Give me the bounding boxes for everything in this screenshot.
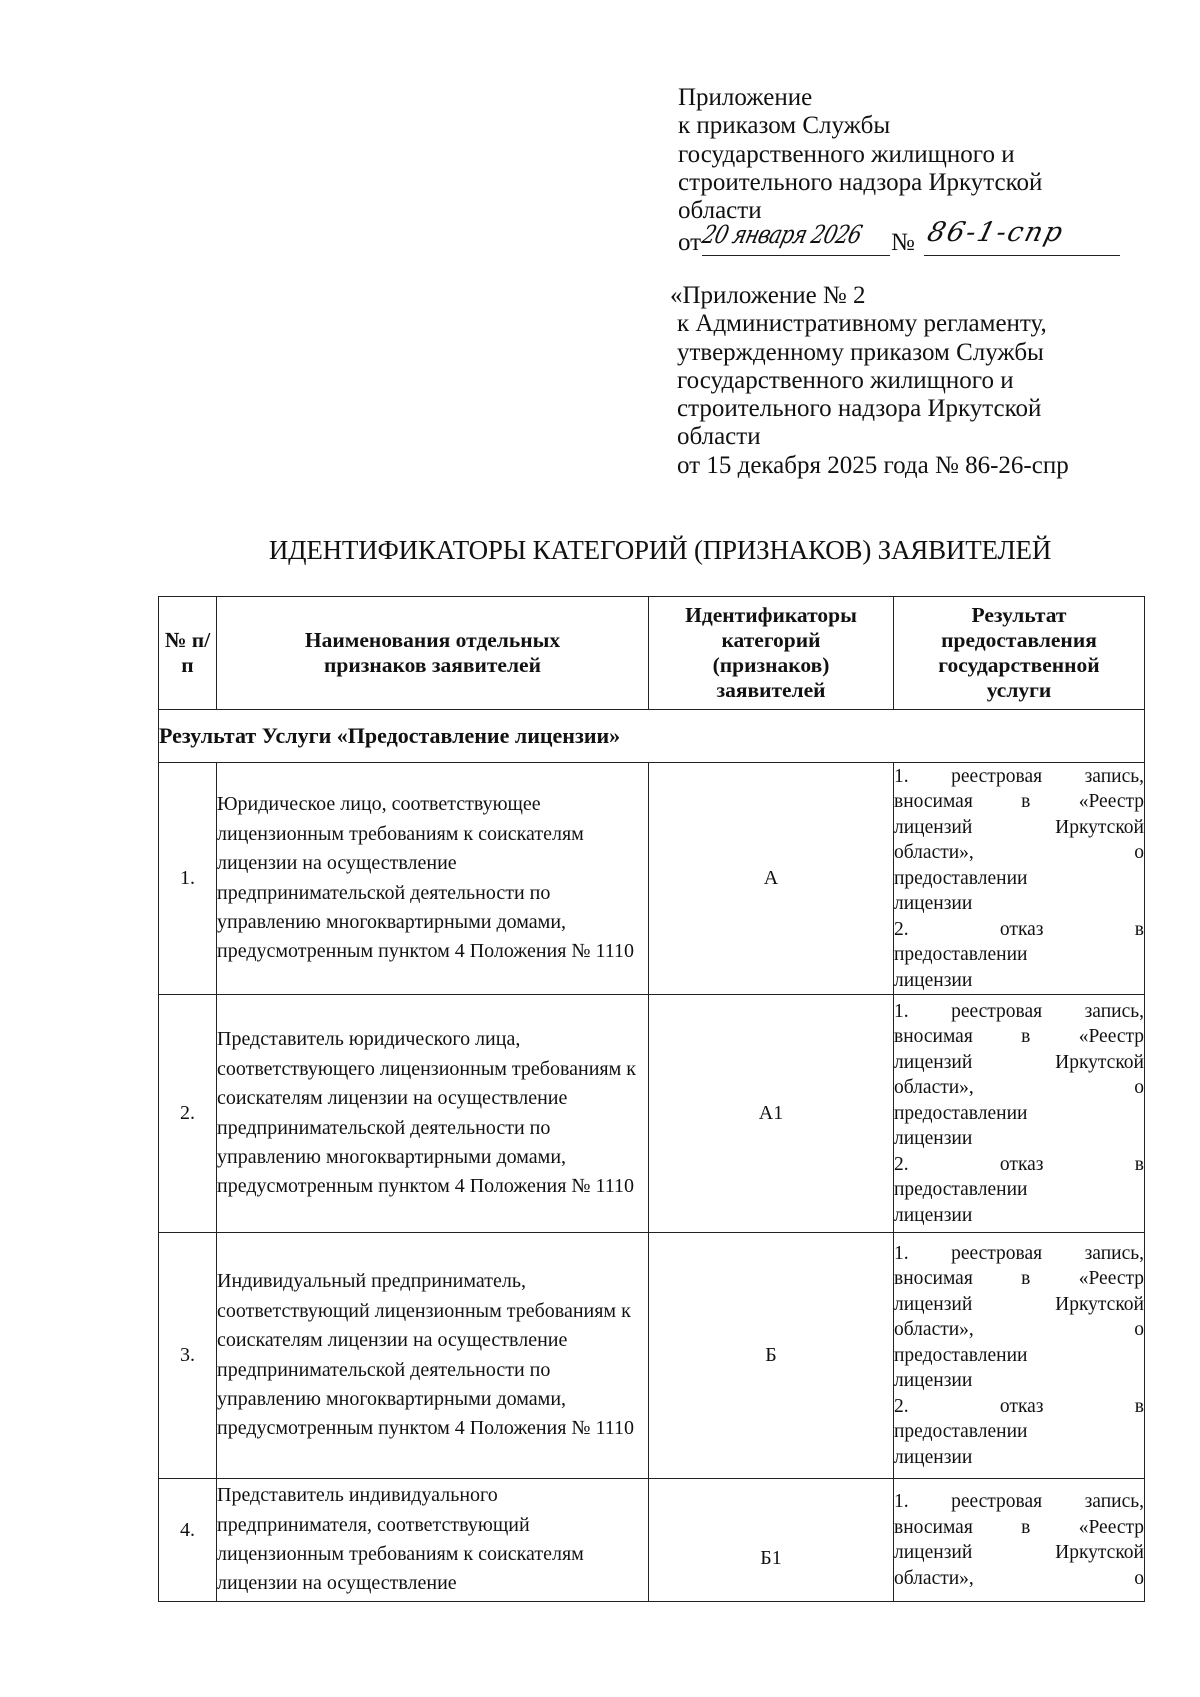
- appendix2-line-5: строительного надзора Иркутской: [677, 395, 1042, 423]
- result-line: 1. реестровая запись,: [894, 765, 1144, 787]
- appendix-line-3: государственного жилищного и: [678, 140, 1015, 168]
- result-line: 2. отказ в: [894, 1153, 1144, 1175]
- handwritten-date: 20 января 2026: [699, 220, 865, 250]
- result-line: лицензий Иркутской: [894, 1293, 1144, 1315]
- result-line: 1. реестровая запись,: [894, 1242, 1144, 1264]
- result-line: области», о: [894, 1319, 1144, 1341]
- categories-table: [158, 596, 1145, 1602]
- result-line: 1. реестровая запись,: [894, 1000, 1144, 1022]
- result-line: 2. отказ в: [894, 1395, 1144, 1417]
- result-line: лицензии: [894, 893, 973, 915]
- result-line: лицензии: [894, 1128, 973, 1150]
- number-sign: №: [891, 229, 915, 257]
- header-result: Результат предоставления государственной услуги: [894, 597, 1145, 710]
- row-name: Представитель индивидуального предпринимателя, соответствующий лицензионным требованиям к соискателям лицензии на осуществление: [217, 1479, 649, 1602]
- handwritten-number: 86-1-спр: [924, 217, 1068, 249]
- table-row: [159, 1479, 1145, 1602]
- result-line: предоставлении: [894, 944, 1028, 966]
- result-line: предоставлении: [894, 1102, 1028, 1124]
- table-row: [159, 1233, 1145, 1479]
- result-line: области», о: [894, 842, 1144, 864]
- row-ident: А: [649, 763, 894, 995]
- appendix2-line-3: утвержденному приказом Службы: [677, 338, 1044, 366]
- result-line: предоставлении: [894, 1344, 1028, 1366]
- result-line: предоставлении: [894, 867, 1028, 889]
- appendix2-header: [670, 282, 1150, 480]
- row-num: 4.: [159, 1479, 217, 1602]
- row-result: [894, 763, 1145, 995]
- result-line: лицензии: [894, 1370, 973, 1392]
- document-title: ИДЕНТИФИКАТОРЫ КАТЕГОРИЙ (ПРИЗНАКОВ) ЗАЯВИТЕЛЕЙ: [268, 535, 1052, 565]
- appendix-line-5: области: [678, 197, 762, 225]
- appendix-line-2: к приказом Службы: [678, 112, 891, 140]
- table-row: [159, 995, 1145, 1233]
- result-line: области», о: [894, 1077, 1144, 1099]
- result-line: области», о: [894, 1567, 1144, 1589]
- result-line: лицензии: [894, 1446, 973, 1468]
- result-line: лицензии: [894, 969, 973, 991]
- appendix2-line-6: области: [677, 423, 761, 451]
- result-line: лицензий Иркутской: [894, 816, 1144, 838]
- row-num: 2.: [159, 995, 217, 1233]
- order-date-number-line: [678, 217, 1148, 263]
- row-num: 1.: [159, 763, 217, 995]
- row-num: 3.: [159, 1233, 217, 1479]
- result-line: лицензий Иркутской: [894, 1051, 1144, 1073]
- result-line: вносимая в «Реестр: [894, 1268, 1144, 1290]
- result-line: 2. отказ в: [894, 918, 1144, 940]
- result-line: предоставлении: [894, 1421, 1028, 1443]
- row-result: [894, 995, 1145, 1233]
- appendix2-line-7: от 15 декабря 2025 года № 86-26-спр: [677, 451, 1069, 479]
- appendix2-line-1: «Приложение № 2: [670, 282, 866, 309]
- appendix2-line-4: государственного жилищного и: [677, 366, 1014, 394]
- row-ident: Б1: [649, 1479, 894, 1602]
- section-title: Результат Услуги «Предоставление лицензии»: [159, 710, 1145, 763]
- row-name: Индивидуальный предприниматель, соответствующий лицензионным требованиям к соискателям лицензии на осуществление предпринимательской деятельности по управлению многоквартирными домами, предусмотренным пунктом 4 Положения № 1110: [217, 1233, 649, 1479]
- result-line: лицензии: [894, 1204, 973, 1226]
- row-result: [894, 1233, 1145, 1479]
- result-line: 1. реестровая запись,: [894, 1491, 1144, 1512]
- result-line: вносимая в «Реестр: [894, 1516, 1144, 1538]
- table-row: [159, 763, 1145, 995]
- result-line: вносимая в «Реестр: [894, 1026, 1144, 1048]
- appendix-header: [678, 84, 1148, 263]
- header-name: Наименования отдельных признаков заявителей: [217, 597, 649, 710]
- result-line: предоставлении: [894, 1179, 1028, 1201]
- number-underline: [924, 255, 1120, 256]
- row-result: [894, 1479, 1145, 1602]
- header-ident: Идентификаторы категорий (признаков) заявителей: [649, 597, 894, 710]
- row-ident: Б: [649, 1233, 894, 1479]
- row-ident: А1: [649, 995, 894, 1233]
- section-row: [159, 710, 1145, 763]
- result-line: вносимая в «Реестр: [894, 791, 1144, 813]
- header-num: № п/п: [159, 597, 217, 710]
- result-line: лицензий Иркутской: [894, 1542, 1144, 1563]
- appendix-line-4: строительного надзора Иркутской: [678, 168, 1043, 196]
- appendix2-line-2: к Административному регламенту,: [677, 310, 1047, 338]
- date-prefix: от: [678, 229, 702, 257]
- row-name: Юридическое лицо, соответствующее лицензионным требованиям к соискателям лицензии на осуществление предпринимательской деятельности по управлению многоквартирными домами, предусмотренным пунктом 4 Положения № 1110: [217, 763, 649, 995]
- table-header-row: [159, 597, 1145, 710]
- date-underline: [702, 255, 890, 256]
- appendix-line-1: Приложение: [678, 84, 813, 111]
- row-name: Представитель юридического лица, соответствующего лицензионным требованиям к соискателям лицензии на осуществление предпринимательской деятельности по управлению многоквартирными домами, предусмотренным пунктом 4 Положения № 1110: [217, 995, 649, 1233]
